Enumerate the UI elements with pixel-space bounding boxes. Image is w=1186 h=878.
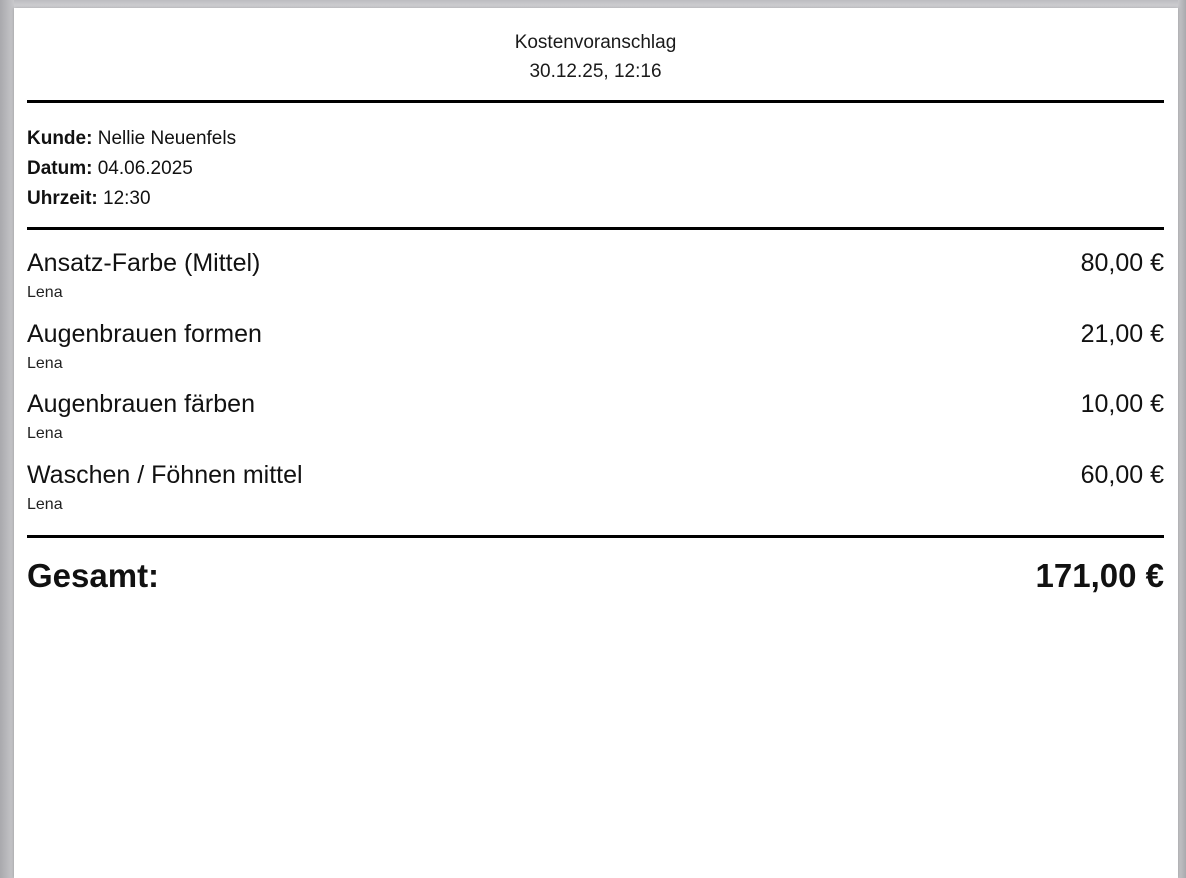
total-value: 171,00 € [1035,557,1164,594]
service-list [27,246,1164,528]
total-row [27,553,1164,599]
date-value: 04.06.2025 [97,158,193,179]
document-datetime: 30.12.25, 12:16 [529,61,662,82]
customer-label: Kunde: [27,128,93,149]
total-label: Gesamt: [27,557,160,594]
date-label: Datum: [27,158,93,179]
time-label: Uhrzeit: [27,188,98,209]
service-staff: Lena [27,354,63,372]
customer-value: Nellie Neuenfels [97,128,237,149]
document-page [14,8,1178,878]
document-title: Kostenvoranschlag [514,32,677,53]
time-row [27,184,1164,214]
service-name: Augenbrauen formen [27,319,262,348]
viewer-right-border [1178,0,1186,878]
viewer-top-border [0,0,1186,8]
service-price: 10,00 € [1080,390,1164,418]
service-item [27,317,1164,388]
header-divider [27,100,1164,103]
service-name: Ansatz-Farbe (Mittel) [27,249,261,277]
service-staff: Lena [27,495,63,513]
time-value: 12:30 [103,188,151,209]
service-item [27,387,1164,458]
date-row [27,154,1164,184]
viewer-left-border [0,0,14,878]
service-item [27,246,1164,317]
total-divider [27,535,1164,538]
service-price: 60,00 € [1080,460,1164,489]
service-name: Waschen / Föhnen mittel [27,460,303,489]
customer-divider [27,227,1164,230]
service-item [27,458,1164,529]
customer-info [27,124,1164,214]
service-staff: Lena [27,284,63,301]
service-price: 80,00 € [1080,249,1164,277]
document-header [27,28,1164,86]
service-name: Augenbrauen färben [27,390,255,418]
customer-row [27,124,1164,154]
service-price: 21,00 € [1080,319,1164,348]
service-staff: Lena [27,425,63,442]
